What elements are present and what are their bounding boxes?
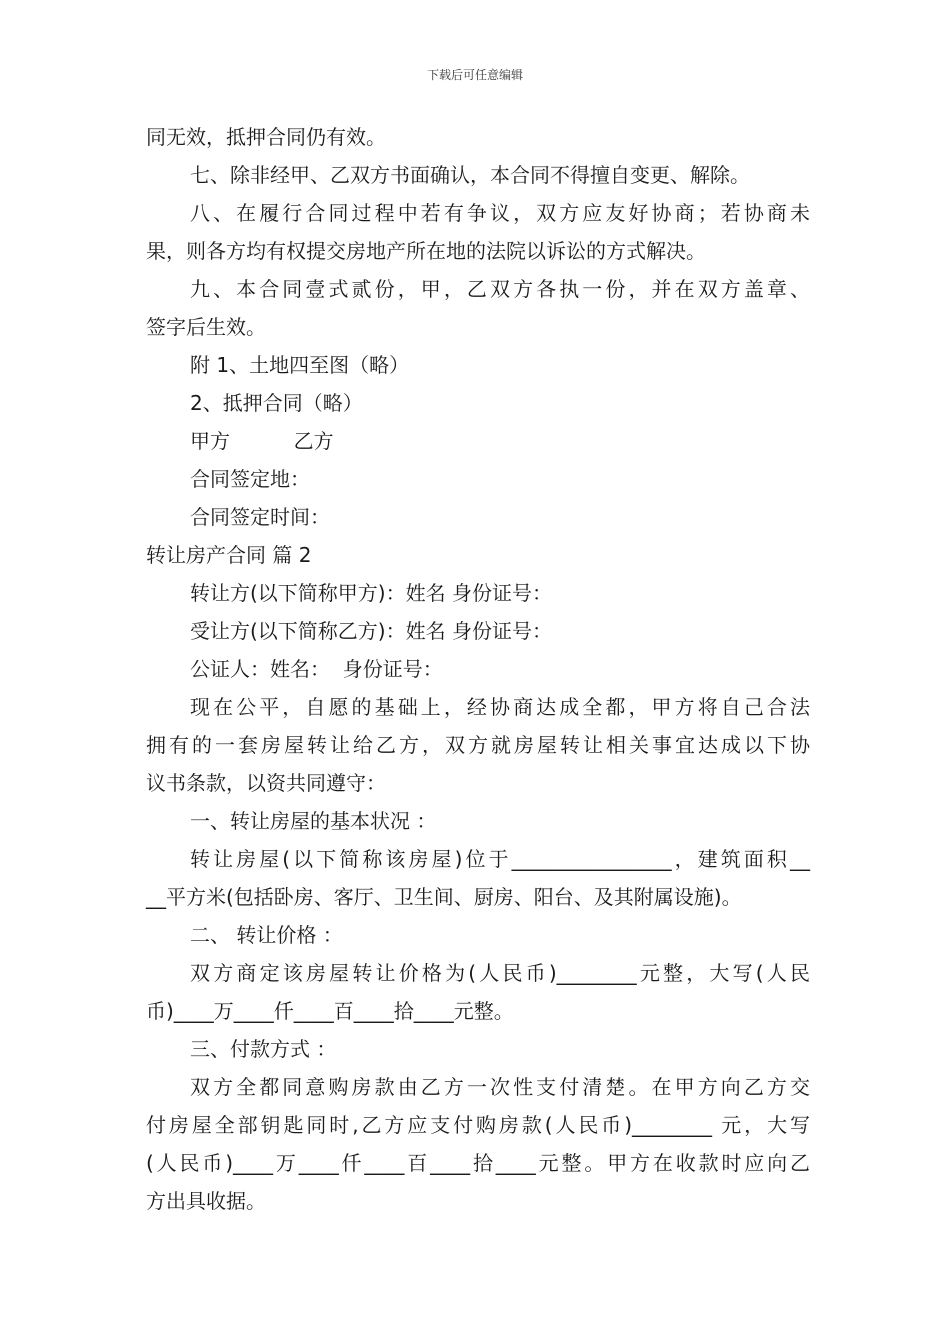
text-line: 受让方(以下简称乙方)：姓名 身份证号： bbox=[190, 619, 552, 643]
text-line: 八、在履行合同过程中若有争议，双方应友好协商；若协商未 bbox=[190, 201, 810, 225]
text-line: (人民币)____万____仟____百____拾____元整。甲方在收款时应向乙 bbox=[146, 1151, 810, 1175]
text-line: 公证人：姓名： 身份证号： bbox=[190, 657, 443, 681]
text-line: 转让房产合同 篇 2 bbox=[146, 543, 312, 567]
text-line: 一、转让房屋的基本状况 ： bbox=[190, 809, 437, 833]
document-body bbox=[146, 118, 810, 1220]
text-line: __平方米(包括卧房、客厅、卫生间、厨房、阳台、及其附属设施)。 bbox=[146, 885, 742, 909]
text-line: 转让房屋(以下简称该房屋)位于________________，建筑面积__ bbox=[190, 847, 810, 871]
text-line: 双方商定该房屋转让价格为(人民币)________元整，大写(人民 bbox=[190, 961, 810, 985]
text-line: 二、 转让价格 ： bbox=[190, 923, 343, 947]
text-line: 合同签定时间： bbox=[190, 505, 330, 529]
text-line: 双方全都同意购房款由乙方一次性支付清楚。在甲方向乙方交 bbox=[190, 1075, 810, 1099]
text-line: 三、付款方式 ： bbox=[190, 1037, 337, 1061]
text-line: 七、除非经甲、乙双方书面确认，本合同不得擅自变更、解除。 bbox=[190, 163, 750, 187]
text-line: 同无效，抵押合同仍有效。 bbox=[146, 125, 386, 149]
text-line: 转让方(以下简称甲方)：姓名 身份证号： bbox=[190, 581, 552, 605]
text-line: 合同签定地： bbox=[190, 467, 310, 491]
text-line: 现在公平，自愿的基础上，经协商达成全都，甲方将自己合法 bbox=[190, 695, 810, 719]
text-line: 果，则各方均有权提交房地产所在地的法院以诉讼的方式解决。 bbox=[146, 239, 706, 263]
text-line: 付房屋全部钥匙同时,乙方应支付购房款(人民币)________ 元，大写 bbox=[146, 1113, 810, 1137]
text-line: 甲方 乙方 bbox=[190, 429, 334, 453]
text-line: 方出具收据。 bbox=[146, 1189, 266, 1213]
text-line: 币)____万____仟____百____拾____元整。 bbox=[146, 999, 514, 1023]
page-header: 下载后可任意编辑 bbox=[426, 68, 523, 82]
text-line: 2、抵押合同（略） bbox=[190, 391, 363, 415]
text-line: 议书条款，以资共同遵守： bbox=[146, 771, 386, 795]
text-line: 九、本合同壹式贰份，甲，乙双方各执一份，并在双方盖章、 bbox=[190, 277, 810, 301]
text-line: 附 1、土地四至图（略） bbox=[190, 353, 410, 377]
text-line: 签字后生效。 bbox=[146, 315, 266, 339]
text-line: 拥有的一套房屋转让给乙方，双方就房屋转让相关事宜达成以下协 bbox=[146, 733, 810, 757]
